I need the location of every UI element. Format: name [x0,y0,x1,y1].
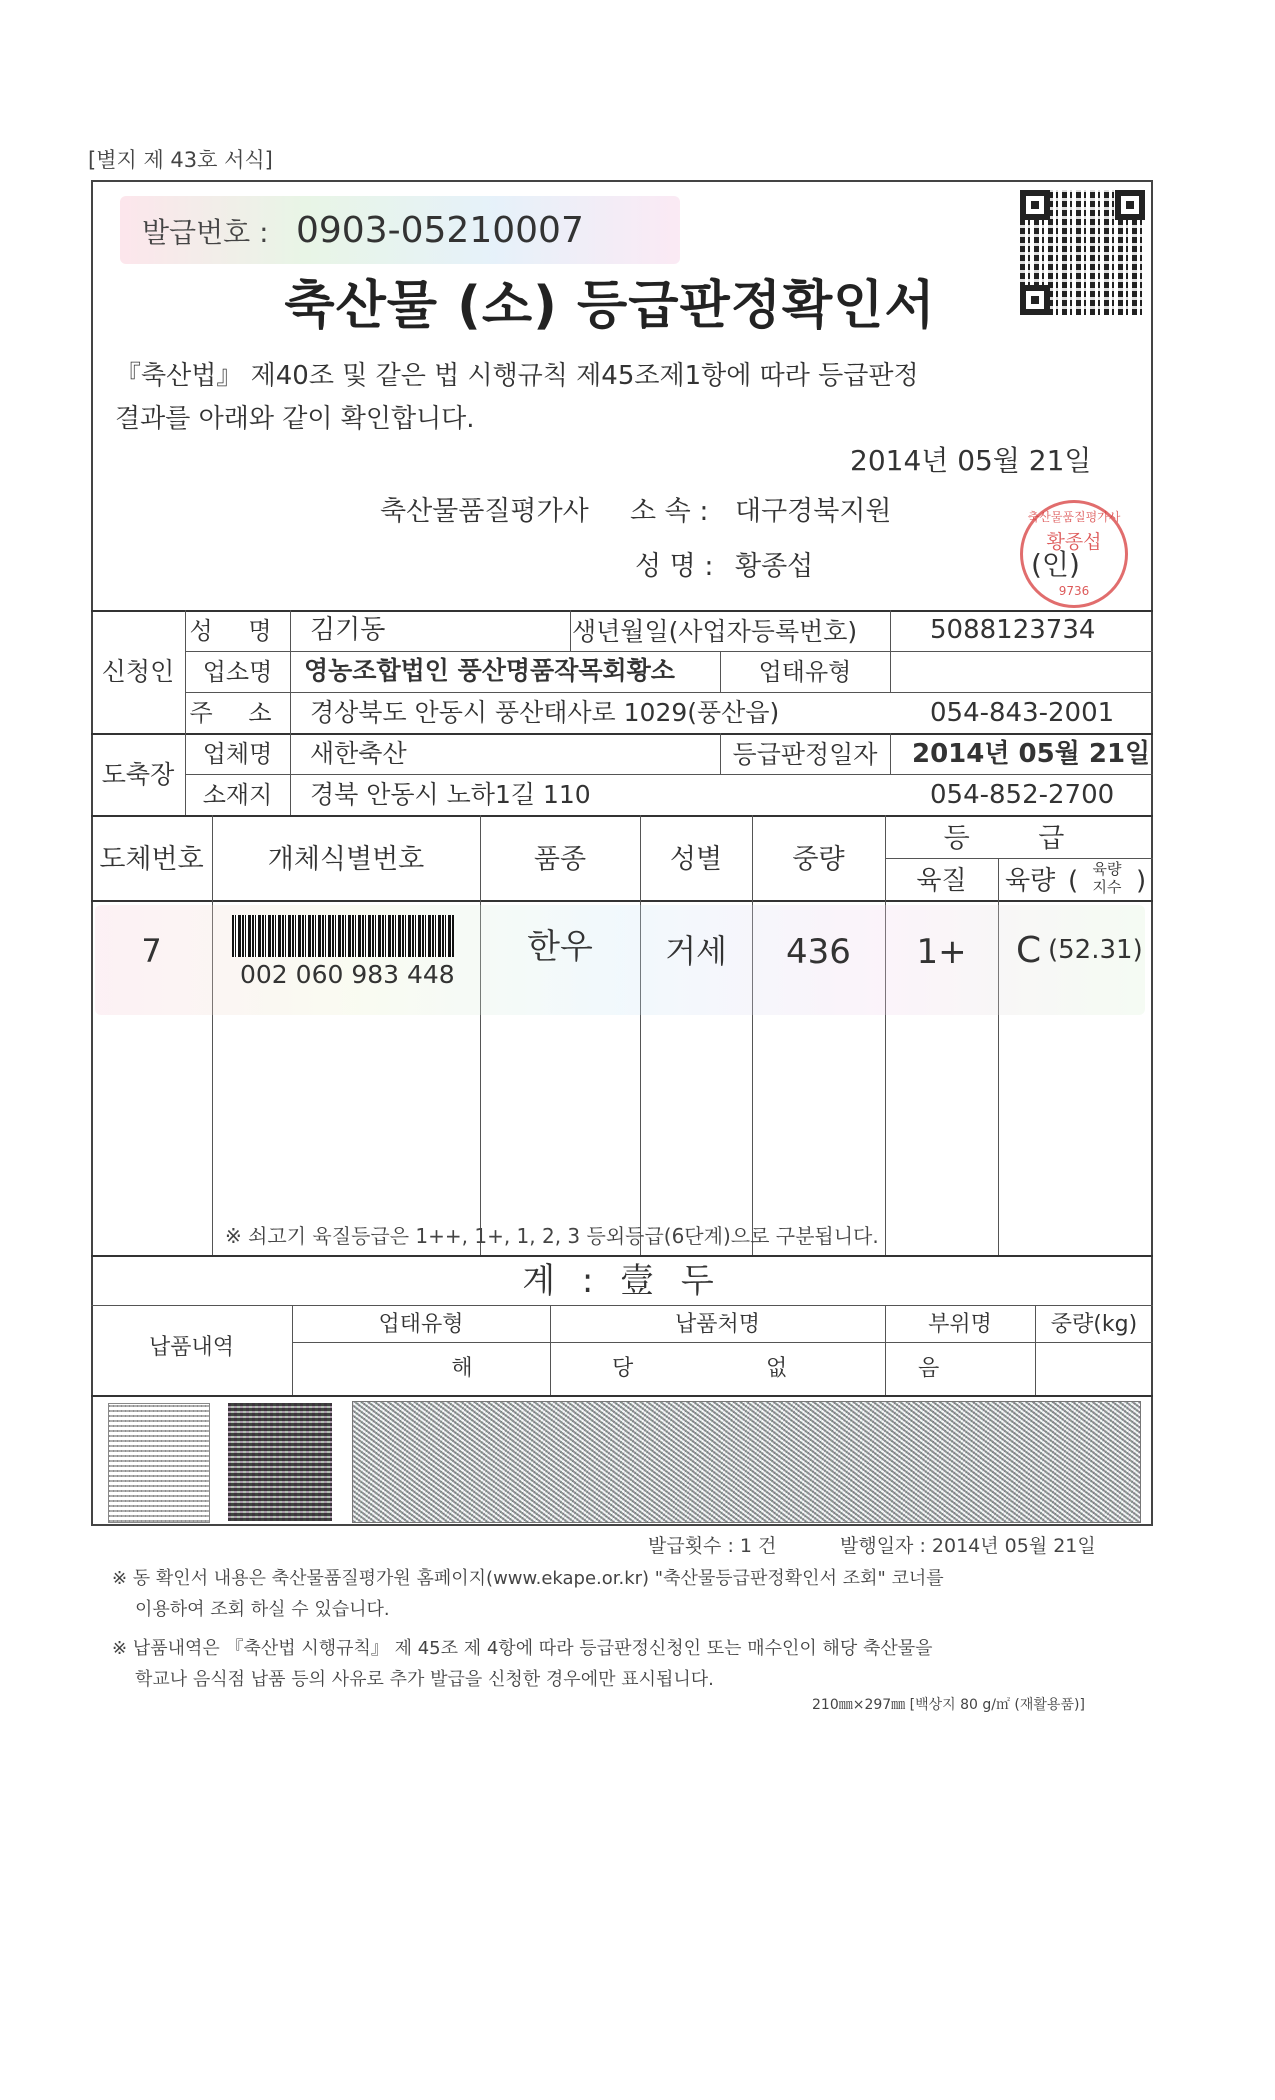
header-weight: 중량 [792,844,845,875]
header-breed: 품종 [533,844,587,875]
stamp-mark: (인) [1031,548,1080,581]
security-pattern [228,1403,332,1521]
slaughter-date-label: 등급판정일자 [732,740,878,769]
applicant-name-label: 성 명 [189,617,286,645]
issue-date: 2014년 05월 21일 [850,444,1092,477]
row-carcass-no: 7 [141,932,162,970]
slaughter-date: 2014년 05월 21일 [912,739,1151,769]
applicant-type-label: 업태유형 [758,658,852,686]
intro-line-2: 결과를 아래와 같이 확인합니다. [115,404,475,434]
header-yield-index-a: 육량 [1092,860,1122,878]
slaughter-name-label: 업체명 [202,740,273,768]
applicant-name: 김기동 [310,615,386,645]
applicant-addr: 경상북도 안동시 풍산태사로 1029(풍산읍) [310,698,780,727]
delivery-label: 납품내역 [148,1335,234,1360]
header-carcass-no: 도체번호 [99,844,204,875]
slaughter-phone: 054-852-2700 [930,780,1115,810]
footer-note-1a: ※ 동 확인서 내용은 축산물품질평가원 홈페이지(www.ekape.or.kr) "축산물등급판정확인서 조회" 코너를 [112,1568,944,1589]
footer-issue-date: 발행일자 : 2014년 05월 21일 [840,1535,1096,1557]
delivery-value-1: 해 [451,1356,473,1381]
applicant-birth: 5088123734 [930,615,1096,645]
row-id-no: 002 060 983 448 [240,960,455,989]
delivery-value-2: 당 [612,1356,634,1381]
security-microprint [108,1403,210,1523]
row-weight: 436 [786,932,851,972]
header-yield: 육량 [1005,866,1056,896]
issue-number-label: 발급번호 : [142,216,269,249]
issue-count: 발급횟수 : 1 건 [648,1535,777,1557]
issue-number: 0903-05210007 [296,210,584,251]
security-noise-band [352,1401,1141,1523]
row-yield: C [1016,930,1042,971]
qr-code-icon [1020,190,1145,315]
row-sex: 거세 [665,932,727,970]
barcode-icon [232,915,454,957]
applicant-birth-label: 생년월일(사업자등록번호) [572,617,858,646]
slaughter-loc-label: 소재지 [202,781,273,809]
document-title: 축산물 (소) 등급판정확인서 [284,276,936,336]
footer-note-1b: 이용하여 조회 하실 수 있습니다. [135,1599,390,1620]
applicant-addr-label: 주 소 [189,699,286,727]
delivery-header-type: 업태유형 [378,1312,464,1337]
row-yield-index: (52.31) [1048,935,1143,965]
applicant-section: 신청인 [101,657,175,686]
intro-line-1: 『축산법』 제40조 및 같은 법 시행규칙 제45조제1항에 따라 등급판정 [115,361,919,391]
delivery-header-dest: 납품처명 [674,1312,760,1337]
evaluator-name-label: 성 명 : [635,551,714,582]
header-yield-open: ( [1068,866,1079,896]
header-grade: 등 급 [943,823,1095,854]
paper-spec: 210㎜×297㎜ [백상지 80 g/㎡ (재활용품)] [812,1697,1085,1713]
footer-note-2a: ※ 납품내역은 『축산법 시행규칙』 제 45조 제 4항에 따라 등급판정신청인 또는 매수인이 해당 축산물을 [112,1638,933,1659]
slaughter-section: 도축장 [101,760,175,789]
delivery-header-weight: 중량(kg) [1050,1312,1138,1337]
total-heads: 계 : 壹 두 [522,1261,722,1301]
official-seal: 축산물품질평가사 황종섭 9736 [1020,500,1128,608]
delivery-value-4: 음 [918,1356,940,1381]
header-id-no: 개체식별번호 [267,844,425,875]
header-quality: 육질 [916,866,967,896]
applicant-phone: 054-843-2001 [930,698,1115,728]
delivery-value-3: 없 [766,1356,788,1381]
evaluator-role: 축산물품질평가사 [380,496,589,527]
slaughter-loc: 경북 안동시 노하1길 110 [310,780,591,809]
evaluator-name: 황종섭 [735,551,814,582]
slaughter-name: 새한축산 [310,739,407,768]
row-breed: 한우 [527,927,593,967]
applicant-biz-label: 업소명 [202,658,273,686]
evaluator-affil-label: 소 속 : [630,496,709,527]
delivery-header-part: 부위명 [928,1312,992,1337]
header-sex: 성별 [669,844,723,875]
grade-note: ※ 쇠고기 육질등급은 1++, 1+, 1, 2, 3 등외등급(6단계)으로 구분됩니다. [225,1224,879,1248]
evaluator-affil: 대구경북지원 [735,496,892,527]
applicant-biz: 영농조합법인 풍산명품작목회황소 [304,656,675,685]
footer-note-2b: 학교나 음식점 납품 등의 사유로 추가 발급을 신청한 경우에만 표시됩니다. [135,1669,714,1690]
header-yield-close: ) [1136,866,1147,896]
row-quality: 1+ [916,932,967,972]
form-label: [별지 제 43호 서식] [88,148,273,172]
header-yield-index-b: 지수 [1092,878,1122,896]
